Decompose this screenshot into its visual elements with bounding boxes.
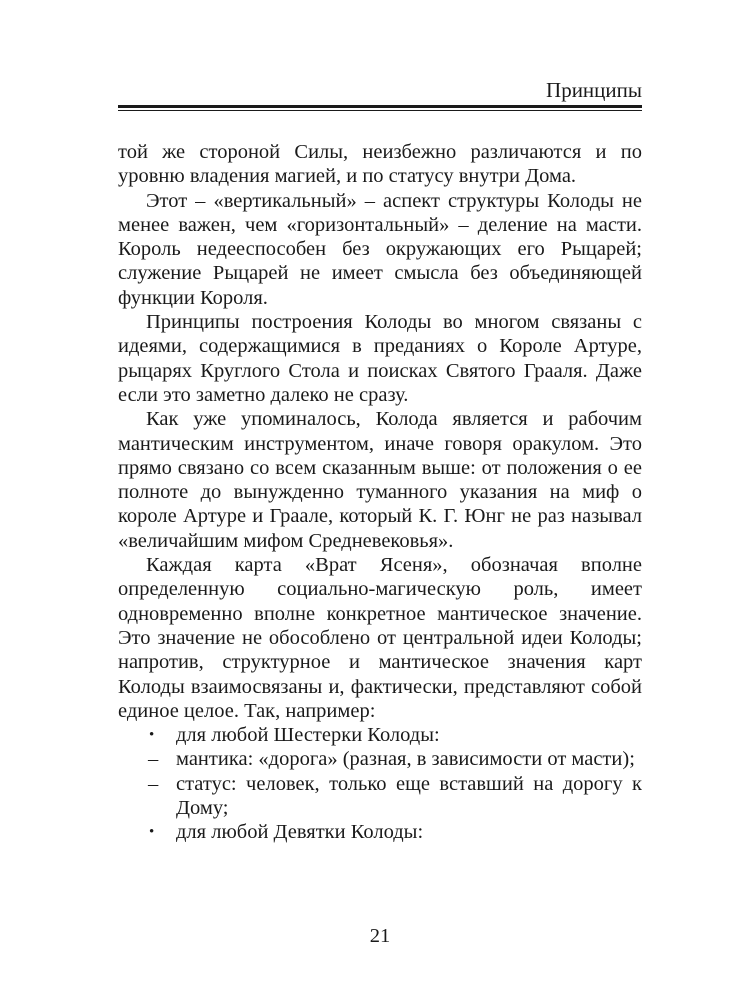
dash-marker: – — [148, 748, 159, 771]
list-item-text: для любой Девятки Колоды: — [176, 821, 424, 844]
paragraph-2: Этот – «вертикальный» – аспект структуры Колоды не менее важен, чем «горизонтальный» – деление на масти. Король недееспособен без окружающих его Рыцарей; служение Рыцарей не имеет смысла без объединяющей функции Короля. — [118, 189, 642, 309]
bullet-marker: • — [149, 824, 155, 841]
list-item — [118, 820, 642, 844]
page-number: 21 — [369, 925, 391, 947]
list-item — [118, 747, 642, 771]
paragraph-4: Как уже упоминалось, Колода является и рабочим мантическим инструментом, иначе говоря оракулом. Это прямо связано со всем сказанным выше: от положения о ее полноте до вынужденно туманного указания на миф о короле Артуре и Граале, который К. Г. Юнг не раз называл «величайшим мифом Средневековья». — [118, 408, 642, 552]
page-body — [118, 140, 642, 845]
running-head-title: Принципы — [546, 78, 642, 102]
paragraph-5: Каждая карта «Врат Ясеня», обозначая вполне определенную социально-магическую роль, имеет одновременно вполне конкретное мантическое значение. Это значение не обособлено от центральной идеи Колоды; напротив, структурное и мантическое значения карт Колоды взаимосвязаны и, фактически, представляют собой единое целое. Так, например: — [118, 554, 642, 722]
example-list — [118, 723, 642, 844]
bullet-marker: • — [149, 727, 155, 744]
paragraph-1: той же стороной Силы, неизбежно различаются и по уровню владения магией, и по статусу внутри Дома. — [118, 141, 642, 188]
list-item-text: для любой Шестерки Колоды: — [176, 724, 440, 747]
dash-marker: – — [148, 772, 159, 795]
header-rule-thin — [118, 110, 642, 111]
header-rule-thick — [118, 105, 642, 108]
list-item-text: мантика: «дорога» (разная, в зависимости от масти); — [176, 748, 635, 771]
list-item — [118, 723, 642, 747]
list-item — [118, 772, 642, 821]
paragraph-3: Принципы построения Колоды во многом связаны с идеями, содержащимися в преданиях о Короле Артуре, рыцарях Круглого Стола и поисках Святого Грааля. Даже если это заметно далеко не сразу. — [118, 311, 642, 406]
list-item-text: статус: человек, только еще вставший на дорогу к Дому; — [176, 772, 642, 820]
